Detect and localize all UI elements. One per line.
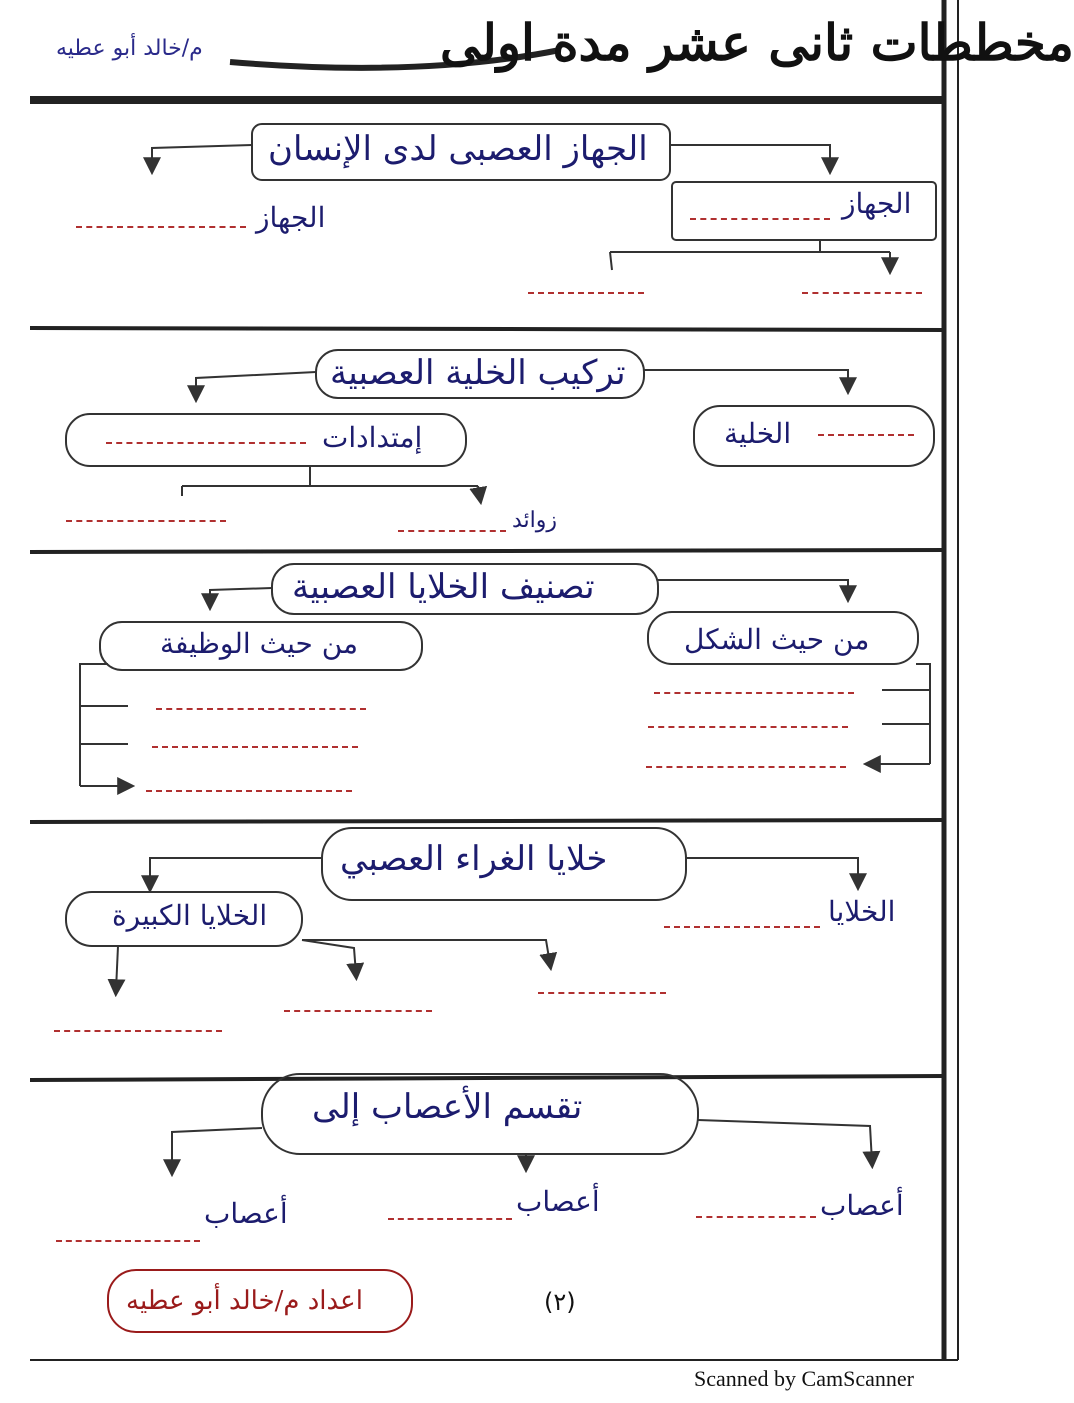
page-number: (٢) (544, 1288, 576, 1316)
section2-root: تركيب الخلية العصبية (330, 353, 626, 393)
section5-root: تقسم الأعصاب إلى (312, 1087, 583, 1127)
scanner-watermark: Scanned by CamScanner (694, 1366, 914, 1391)
section4-left-node: الخلايا الكبيرة (112, 899, 268, 932)
blank-line (696, 1216, 816, 1218)
blank-line (66, 520, 226, 522)
blank-line (648, 726, 848, 728)
credit-text: اعداد م/خالد أبو عطيه (126, 1286, 363, 1316)
blank-line (398, 530, 506, 532)
author-name: م/خالد أبو عطيه (56, 36, 203, 61)
section-dividers (30, 328, 944, 1080)
blank-line (56, 1240, 200, 1242)
blank-line (156, 708, 366, 710)
section1-right-node: الجهاز (842, 187, 912, 220)
section1-root: الجهاز العصبى لدى الإنسان (268, 129, 648, 169)
blank-line (528, 292, 644, 294)
blank-line (54, 1030, 222, 1032)
blank-line (664, 926, 820, 928)
section5-label-right: أعصاب (820, 1189, 904, 1222)
blank-line (106, 442, 306, 444)
blank-line (284, 1010, 432, 1012)
blank-line (538, 992, 666, 994)
blank-line (76, 226, 246, 228)
blank-line (802, 292, 922, 294)
section2-left-child-label: زوائد (512, 508, 558, 533)
blank-line (388, 1218, 512, 1220)
section5-label-middle: أعصاب (516, 1185, 600, 1218)
section3-left-node: من حيث الوظيفة (160, 627, 359, 660)
section2-left-node: إمتدادات (322, 421, 423, 454)
blank-line (654, 692, 854, 694)
blank-line (818, 434, 914, 436)
page-title: مخططات ثانى عشر مدة اولى (440, 13, 1074, 72)
section3-right-node: من حيث الشكل (684, 623, 870, 656)
section2-right-node: الخلية (724, 417, 792, 450)
blank-line (690, 218, 830, 220)
section5-label-left: أعصاب (204, 1197, 288, 1230)
page-frame (30, 0, 958, 1360)
blank-line (152, 746, 358, 748)
blank-line (646, 766, 846, 768)
section1-left-label: الجهاز (256, 201, 326, 234)
section4-right-label: الخلايا (828, 895, 896, 928)
section4-root: خلايا الغراء العصبي (340, 839, 608, 879)
blank-line (146, 790, 352, 792)
section3-root: تصنيف الخلايا العصبية (292, 567, 595, 607)
